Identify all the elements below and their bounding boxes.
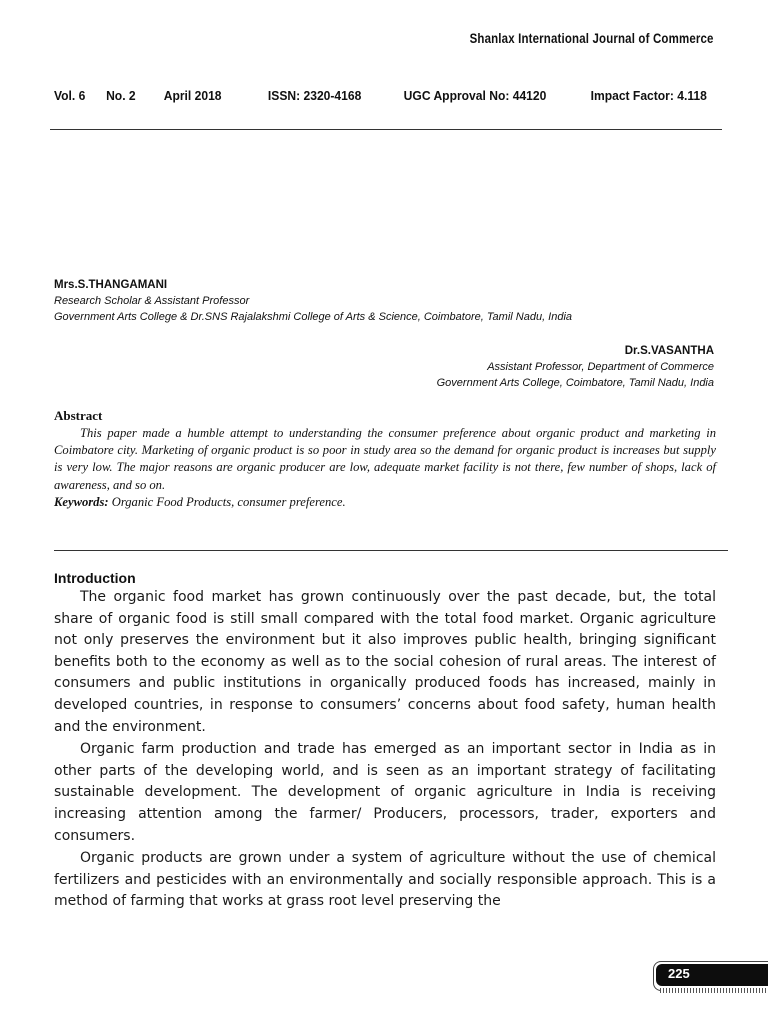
- author-name: Dr.S.VASANTHA: [624, 345, 714, 357]
- author-role: Assistant Professor, Department of Commerce: [487, 361, 714, 373]
- paragraph: The organic food market has grown continuously over the past decade, but, the total share of organic food is still small compared with the total food market. Organic agriculture not only preserves the environment but it also improves public health, bringing significant benefits both to the economy as well as to the social cohesion of rural areas. The interest of consumers and public institutions in organically produced foods has increased, mainly in developed countries, in response to consumers’ concerns about food safety, human health and the environment.: [54, 589, 716, 735]
- introduction-heading: Introduction: [54, 570, 136, 586]
- issue-date: April 2018: [163, 88, 222, 103]
- author-block-1: [54, 277, 572, 325]
- keywords-text: Organic Food Products, consumer preference.: [108, 494, 346, 509]
- abstract-section: [54, 407, 716, 511]
- issue-meta-row: [54, 88, 714, 106]
- author-block-2: [437, 343, 714, 391]
- paragraph: Organic products are grown under a system of agriculture without the use of chemical fertilizers and pesticides with an environmentally and socially responsible approach. This is a method of farming that works at grass root level preserving the: [54, 850, 716, 910]
- issn: ISSN: 2320-4168: [267, 88, 362, 103]
- keywords: [54, 494, 716, 511]
- author-role: Research Scholar & Assistant Professor: [54, 295, 250, 307]
- introduction-section: [54, 569, 716, 914]
- page-tab-hatch: [660, 988, 768, 993]
- keywords-label: Keywords:: [54, 494, 109, 509]
- volume: Vol. 6: [54, 88, 86, 103]
- author-affiliation: Government Arts College & Dr.SNS Rajalakshmi College of Arts & Science, Coimbatore, Tamil Nadu, India: [54, 311, 573, 323]
- impact-factor: Impact Factor: 4.118: [590, 88, 707, 103]
- ugc-approval: UGC Approval No: 44120: [403, 88, 547, 103]
- issue-number: No. 2: [106, 88, 136, 103]
- page-number: 225: [668, 966, 690, 981]
- abstract-text: This paper made a humble attempt to understanding the consumer preference about organic product and marketing in Coimbatore city. Marketing of organic product is so poor in study area so the demand for organic product is increases but supply is very low. The major reasons are organic producer are low, adequate market facility is not there, few number of shops, lack of awareness, and so on.: [54, 426, 716, 492]
- author-affiliation: Government Arts College, Coimbatore, Tamil Nadu, India: [436, 377, 714, 389]
- paragraph: Organic farm production and trade has emerged as an important sector in India as in other parts of the developing world, and is seen as an important strategy of facilitating sustainable development. The development of organic agriculture in India is receiving increasing attention among the farmer/ Producers, processors, trader, exporters and consumers.: [54, 741, 716, 844]
- section-divider: [54, 550, 728, 551]
- header-divider: [50, 129, 722, 130]
- author-name: Mrs.S.THANGAMANI: [54, 279, 168, 291]
- abstract-heading: Abstract: [54, 408, 103, 423]
- journal-title: Shanlax International Journal of Commerce: [469, 30, 714, 46]
